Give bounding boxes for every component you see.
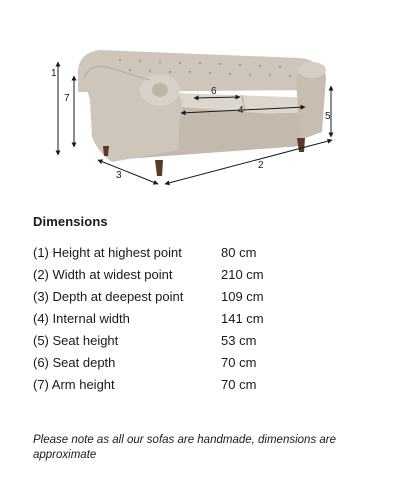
dimension-line-3	[98, 160, 158, 184]
dimension-label-3: 3	[116, 170, 122, 181]
dimension-row	[33, 330, 373, 352]
dimension-value: 70 cm	[221, 355, 257, 370]
dimension-label-7: 7	[64, 93, 70, 104]
dimension-label: (4) Internal width	[33, 311, 130, 326]
dimension-label-5: 5	[325, 111, 331, 122]
dimensions-list	[33, 242, 373, 396]
dimension-label-4: 4	[238, 105, 244, 116]
sofa-illustration	[78, 50, 326, 176]
dimension-value: 210 cm	[221, 267, 264, 282]
dimension-value: 109 cm	[221, 289, 264, 304]
dimension-label-6: 6	[211, 86, 217, 97]
dimension-value: 80 cm	[221, 245, 257, 260]
dimension-label: (6) Seat depth	[33, 355, 116, 370]
dimension-label: (5) Seat height	[33, 333, 119, 348]
dimension-row	[33, 308, 373, 330]
dimension-label: (3) Depth at deepest point	[33, 289, 184, 304]
dimension-label: (1) Height at highest point	[33, 245, 182, 260]
dimension-value: 70 cm	[221, 377, 257, 392]
dimension-label: (2) Width at widest point	[33, 267, 173, 282]
dimension-row	[33, 242, 373, 264]
dimension-row	[33, 264, 373, 286]
handmade-note: Please note as all our sofas are handmade, dimensions are approximate	[33, 434, 337, 461]
dimension-row	[33, 374, 373, 396]
dimension-label-2: 2	[258, 160, 264, 171]
dimensions-heading: Dimensions	[33, 214, 108, 229]
dimension-row	[33, 352, 373, 374]
dimension-value: 141 cm	[221, 311, 264, 326]
dimension-value: 53 cm	[221, 333, 257, 348]
dimension-label: (7) Arm height	[33, 377, 115, 392]
dimension-label-1: 1	[51, 68, 57, 79]
sofa-dimension-diagram	[0, 0, 400, 200]
dimension-row	[33, 286, 373, 308]
